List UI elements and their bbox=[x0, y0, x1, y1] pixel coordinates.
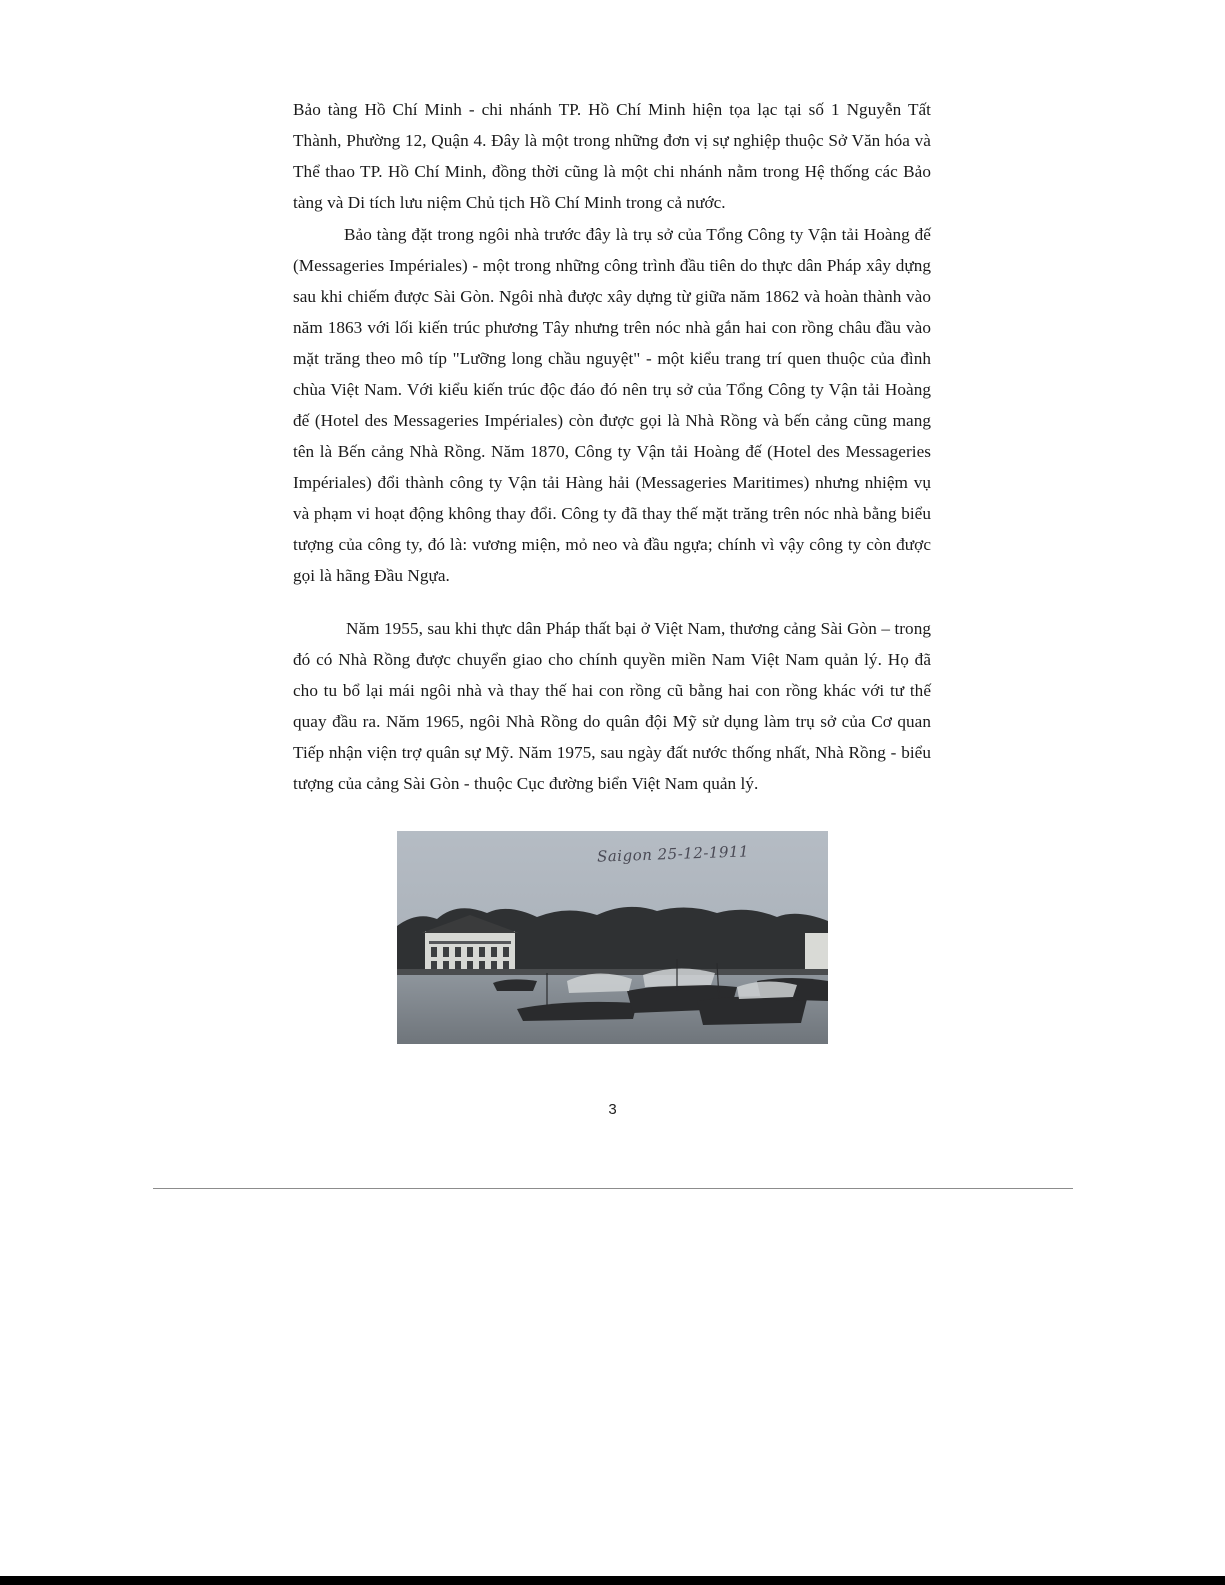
paragraph-history bbox=[293, 219, 931, 591]
paragraph-text: Bảo tàng đặt trong ngôi nhà trước đây là trụ sở của Tổng Công ty Vận tải Hoàng đế (Messageries Impériales) - một trong những công trình đầu tiên do thực dân Pháp xây dựng sau khi chiếm được Sài Gòn. Ngôi nhà được xây dựng từ giữa năm 1862 và hoàn thành vào năm 1863 với lối kiến trúc phương Tây nhưng trên nóc nhà gắn hai con rồng châu đầu vào mặt trăng theo mô típ "Lưỡng long chầu nguyệt" - một kiểu trang trí quen thuộc của đình chùa Việt Nam. Với kiểu kiến trúc độc đáo đó nên trụ sở của Tổng Công ty Vận tải Hoàng đế (Hotel des Messageries Impériales) còn được gọi là Nhà Rồng và bến cảng cũng mang tên là Bến cảng Nhà Rồng. Năm 1870, Công ty Vận tải Hoàng đế (Hotel des Messageries Impériales) đổi thành công ty Vận tải Hàng hải (Messageries Maritimes) nhưng nhiệm vụ và phạm vi hoạt động không thay đổi. Công ty đã thay thế mặt trăng trên nóc nhà bằng biểu tượng của công ty, đó là: vương miện, mỏ neo và đầu ngựa; chính vì vậy công ty còn được gọi là hãng Đầu Ngựa. bbox=[293, 225, 931, 585]
paragraph-text: Bảo tàng Hồ Chí Minh - chi nhánh TP. Hồ Chí Minh hiện tọa lạc tại số 1 Nguyễn Tất Thành, Phường 12, Quận 4. Đây là một trong những đơn vị sự nghiệp thuộc Sở Văn hóa và Thể thao TP. Hồ Chí Minh, đồng thời cũng là một chi nhánh nằm trong Hệ thống các Bảo tàng và Di tích lưu niệm Chủ tịch Hồ Chí Minh trong cả nước. bbox=[293, 100, 931, 212]
paragraph-text: Năm 1955, sau khi thực dân Pháp thất bại ở Việt Nam, thương cảng Sài Gòn – trong đó có Nhà Rồng được chuyển giao cho chính quyền miền Nam Việt Nam quản lý. Họ đã cho tu bổ lại mái ngôi nhà và thay thế hai con rồng cũ bằng hai con rồng khác với tư thế quay đầu ra. Năm 1965, ngôi Nhà Rồng do quân đội Mỹ sử dụng làm trụ sở của Cơ quan Tiếp nhận viện trợ quân sự Mỹ. Năm 1975, sau ngày đất nước thống nhất, Nhà Rồng - biểu tượng của cảng Sài Gòn - thuộc Cục đường biển Việt Nam quản lý. bbox=[293, 619, 931, 793]
photo-handwritten-caption: Saigon 25-12-1911 bbox=[596, 842, 750, 866]
paragraph-intro bbox=[293, 94, 931, 218]
page-divider bbox=[153, 1188, 1073, 1189]
bottom-edge-bar bbox=[0, 1576, 1225, 1585]
historical-photo bbox=[397, 831, 828, 1044]
page-number: 3 bbox=[608, 1101, 617, 1118]
paragraph-postwar bbox=[293, 613, 931, 799]
